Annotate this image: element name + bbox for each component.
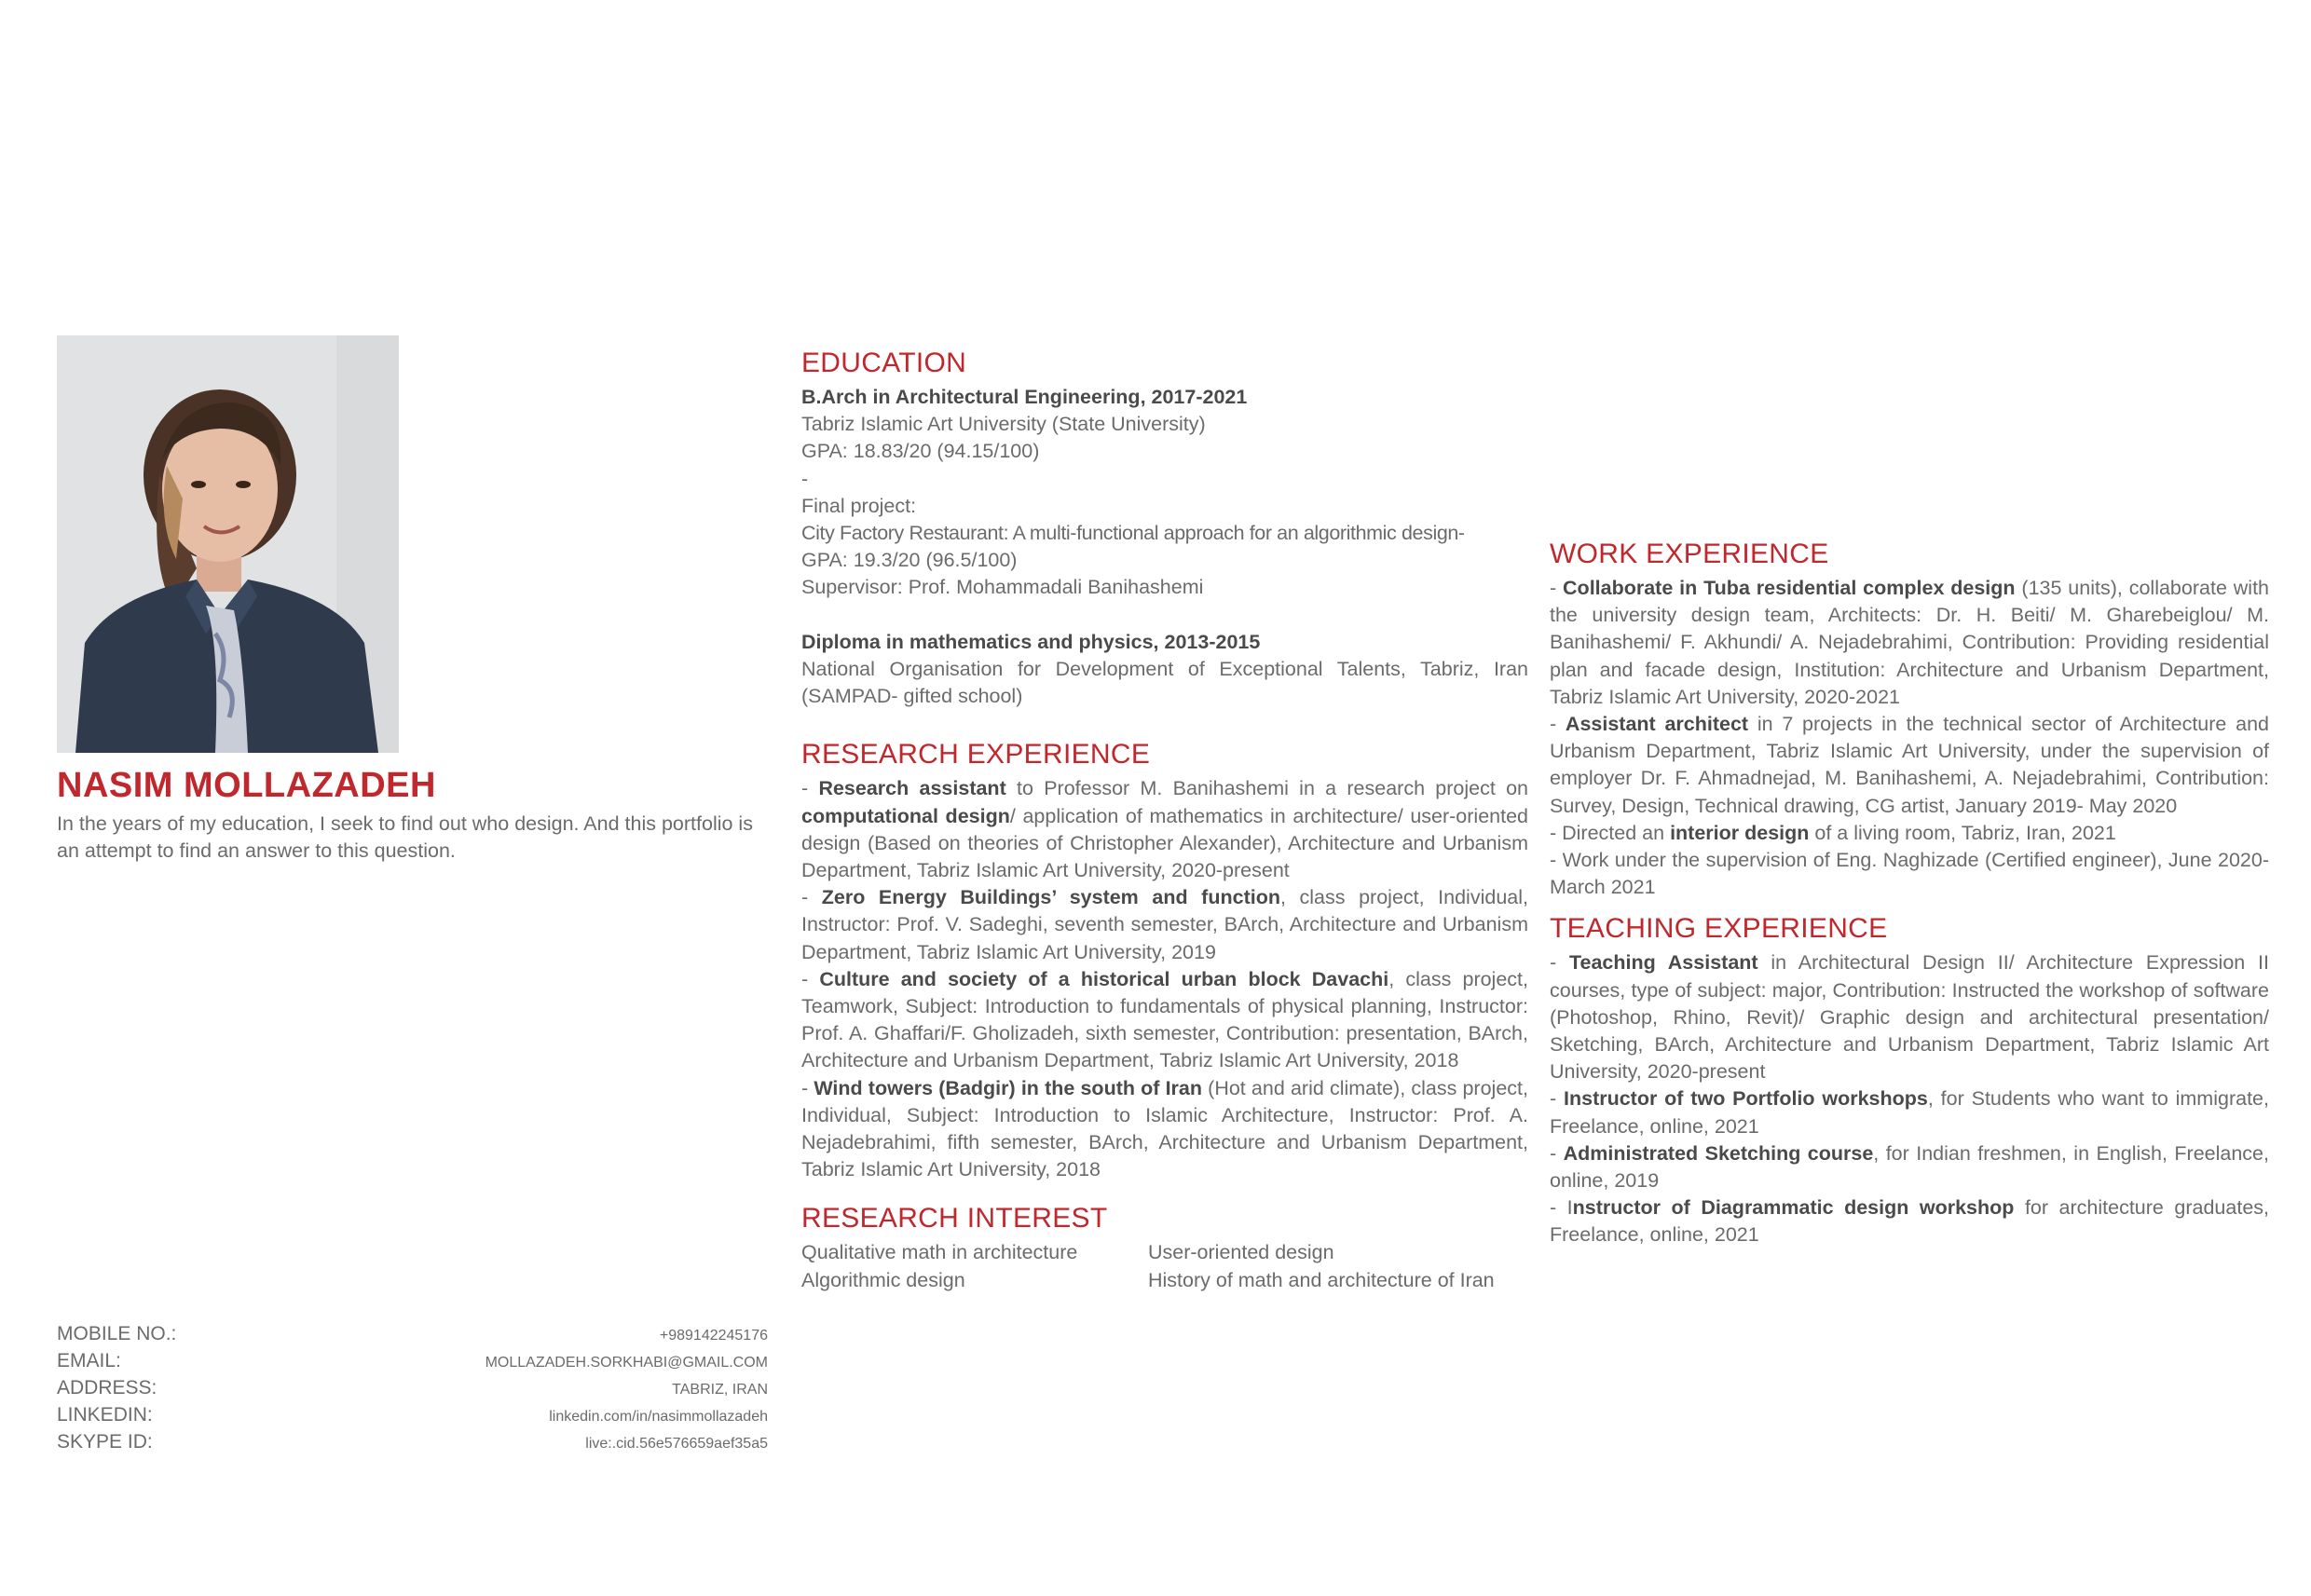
final-project-supervisor: Supervisor: Prof. Mohammadali Banihashemi <box>801 576 1204 599</box>
work-item: - Work under the supervision of Eng. Naghizade (Certified engineer), June 2020- March 2021 <box>1550 849 2269 899</box>
research-interest-list <box>801 1239 1528 1293</box>
research-item: - Zero Energy Buildings’ system and function, class project, Individual, Instructor: Prof. V. Sadeghi, seventh semester, BArch, Architecture and Urbanism Department, Tabriz Islamic Art University, 2019 <box>801 886 1528 963</box>
contact-label: ADDRESS: <box>57 1377 157 1398</box>
diploma-heading: Diploma in mathematics and physics, 2013-2015 <box>801 630 1261 653</box>
contact-row-mobile <box>57 1323 768 1350</box>
teaching-item: - Teaching Assistant in Architectural Design II/ Architecture Expression II courses, type of subject: major, Contribution: Instructed the workshop of software (Photoshop, Rhino, Revit)/ Graphic design and architectural presentation/ Sketching, BArch, Architecture and Urbanism Department, Tabriz Islamic Art University, 2020-present <box>1550 951 2269 1084</box>
interest-item: Qualitative math in architecture <box>801 1241 1078 1264</box>
contact-label: SKYPE ID: <box>57 1431 153 1453</box>
contact-row-address <box>57 1377 768 1404</box>
teaching-item: - Instructor of Diagrammatic design workshop for architecture graduates, Freelance, online, 2021 <box>1550 1196 2269 1247</box>
diploma-school: National Organisation for Development of Exceptional Talents, Tabriz, Iran (SAMPAD- gifted school) <box>801 658 1528 708</box>
right-column <box>1550 538 2269 1249</box>
work-item: - Assistant architect in 7 projects in the technical sector of Architecture and Urbanism Department, Tabriz Islamic Art University, under the supervision of employer Dr. F. Ahmadnejad, M. Banihashemi, A. Nejadebrahimi, Contribution: Survey, Design, Technical drawing, CG artist, January 2019- May 2020 <box>1550 713 2269 817</box>
interest-item: Algorithmic design <box>801 1268 965 1291</box>
final-project-title: City Factory Restaurant: A multi-functional approach for an algorithmic design- <box>801 522 1465 545</box>
contact-row-email <box>57 1350 768 1377</box>
research-item: - Culture and society of a historical urban block Davachi, class project, Teamwork, Subject: Introduction to fundamentals of physical planning, Instructor: Prof. A. Ghaffari/F. Gholizadeh, sixth semester, Contribution: presentation, BArch, Architecture and Urbanism Department, Tabriz Islamic Art University, 2018 <box>801 967 1528 1072</box>
teaching-experience-title: TEACHING EXPERIENCE <box>1550 913 1888 945</box>
interest-item: History of math and architecture of Iran <box>1148 1268 1495 1291</box>
work-item: - Directed an interior design of a living room, Tabriz, Iran, 2021 <box>1550 821 2116 844</box>
contact-row-linkedin <box>57 1404 768 1431</box>
contact-value-mobile: +989142245176 <box>659 1328 768 1344</box>
profile-photo <box>57 335 399 753</box>
contact-value-email: MOLLAZADEH.SORKHABI@GMAIL.COM <box>485 1355 768 1371</box>
contact-value-linkedin: linkedin.com/in/nasimmollazadeh <box>549 1409 768 1425</box>
work-item: - Collaborate in Tuba residential complex design (135 units), collaborate with the university design team, Architects: Dr. H. Beiti/ M. Gharebeiglou/ M. Banihashemi/ F. Akhundi/ A. Nejadebrahimi, Contribution: Providing residential plan and facade design, Institution: Architecture and Urbanism Department, Tabriz Islamic Art University, 2020-2021 <box>1550 577 2269 708</box>
contact-list <box>57 1323 768 1458</box>
contact-label: MOBILE NO.: <box>57 1323 177 1344</box>
final-project-gpa: GPA: 19.3/20 (96.5/100) <box>801 549 1018 572</box>
degree-dash: - <box>801 467 809 490</box>
final-project-label: Final project: <box>801 494 917 517</box>
interest-item: User-oriented design <box>1148 1241 1334 1264</box>
work-experience-title: WORK EXPERIENCE <box>1550 539 1829 569</box>
research-interest-title: RESEARCH INTEREST <box>801 1203 1108 1235</box>
research-item: - Wind towers (Badgir) in the south of Iran (Hot and arid climate), class project, Individual, Subject: Introduction to Islamic Architecture, Instructor: Prof. A. Nejadebrahimi, fifth semester, BArch, Architecture and Urbanism Department, Tabriz Islamic Art University, 2018 <box>801 1076 1528 1181</box>
middle-column <box>801 347 1528 1294</box>
contact-label: LINKEDIN: <box>57 1404 153 1425</box>
contact-value-skype: live:.cid.56e576659aef35a5 <box>585 1436 768 1452</box>
degree-gpa: GPA: 18.83/20 (94.15/100) <box>801 440 1040 463</box>
person-name: NASIM MOLLAZADEH <box>57 766 436 805</box>
degree-school: Tabriz Islamic Art University (State University) <box>801 413 1206 436</box>
contact-label: EMAIL: <box>57 1350 121 1371</box>
education-title: EDUCATION <box>801 348 967 378</box>
degree-heading: B.Arch in Architectural Engineering, 2017-2021 <box>801 386 1248 408</box>
research-item: - Research assistant to Professor M. Banihashemi in a research project on computational design/ application of mathematics in architecture/ user-oriented design (Based on theories of Christopher Alexander), Architecture and Urbanism Department, Tabriz Islamic Art University, 2020-present <box>801 777 1529 882</box>
teaching-item: - Administrated Sketching course, for Indian freshmen, in English, Freelance, online, 2019 <box>1550 1141 2269 1193</box>
teaching-item: - Instructor of two Portfolio workshops, for Students who want to immigrate, Freelance, online, 2021 <box>1550 1087 2269 1138</box>
research-experience-title: RESEARCH EXPERIENCE <box>801 739 1151 771</box>
contact-value-address: TABRIZ, IRAN <box>672 1382 768 1398</box>
intro-text: In the years of my education, I seek to find out who design. And this portfolio is an attempt to find an answer to this question. <box>57 812 753 862</box>
portrait-illustration <box>57 335 399 753</box>
contact-row-skype <box>57 1431 768 1458</box>
